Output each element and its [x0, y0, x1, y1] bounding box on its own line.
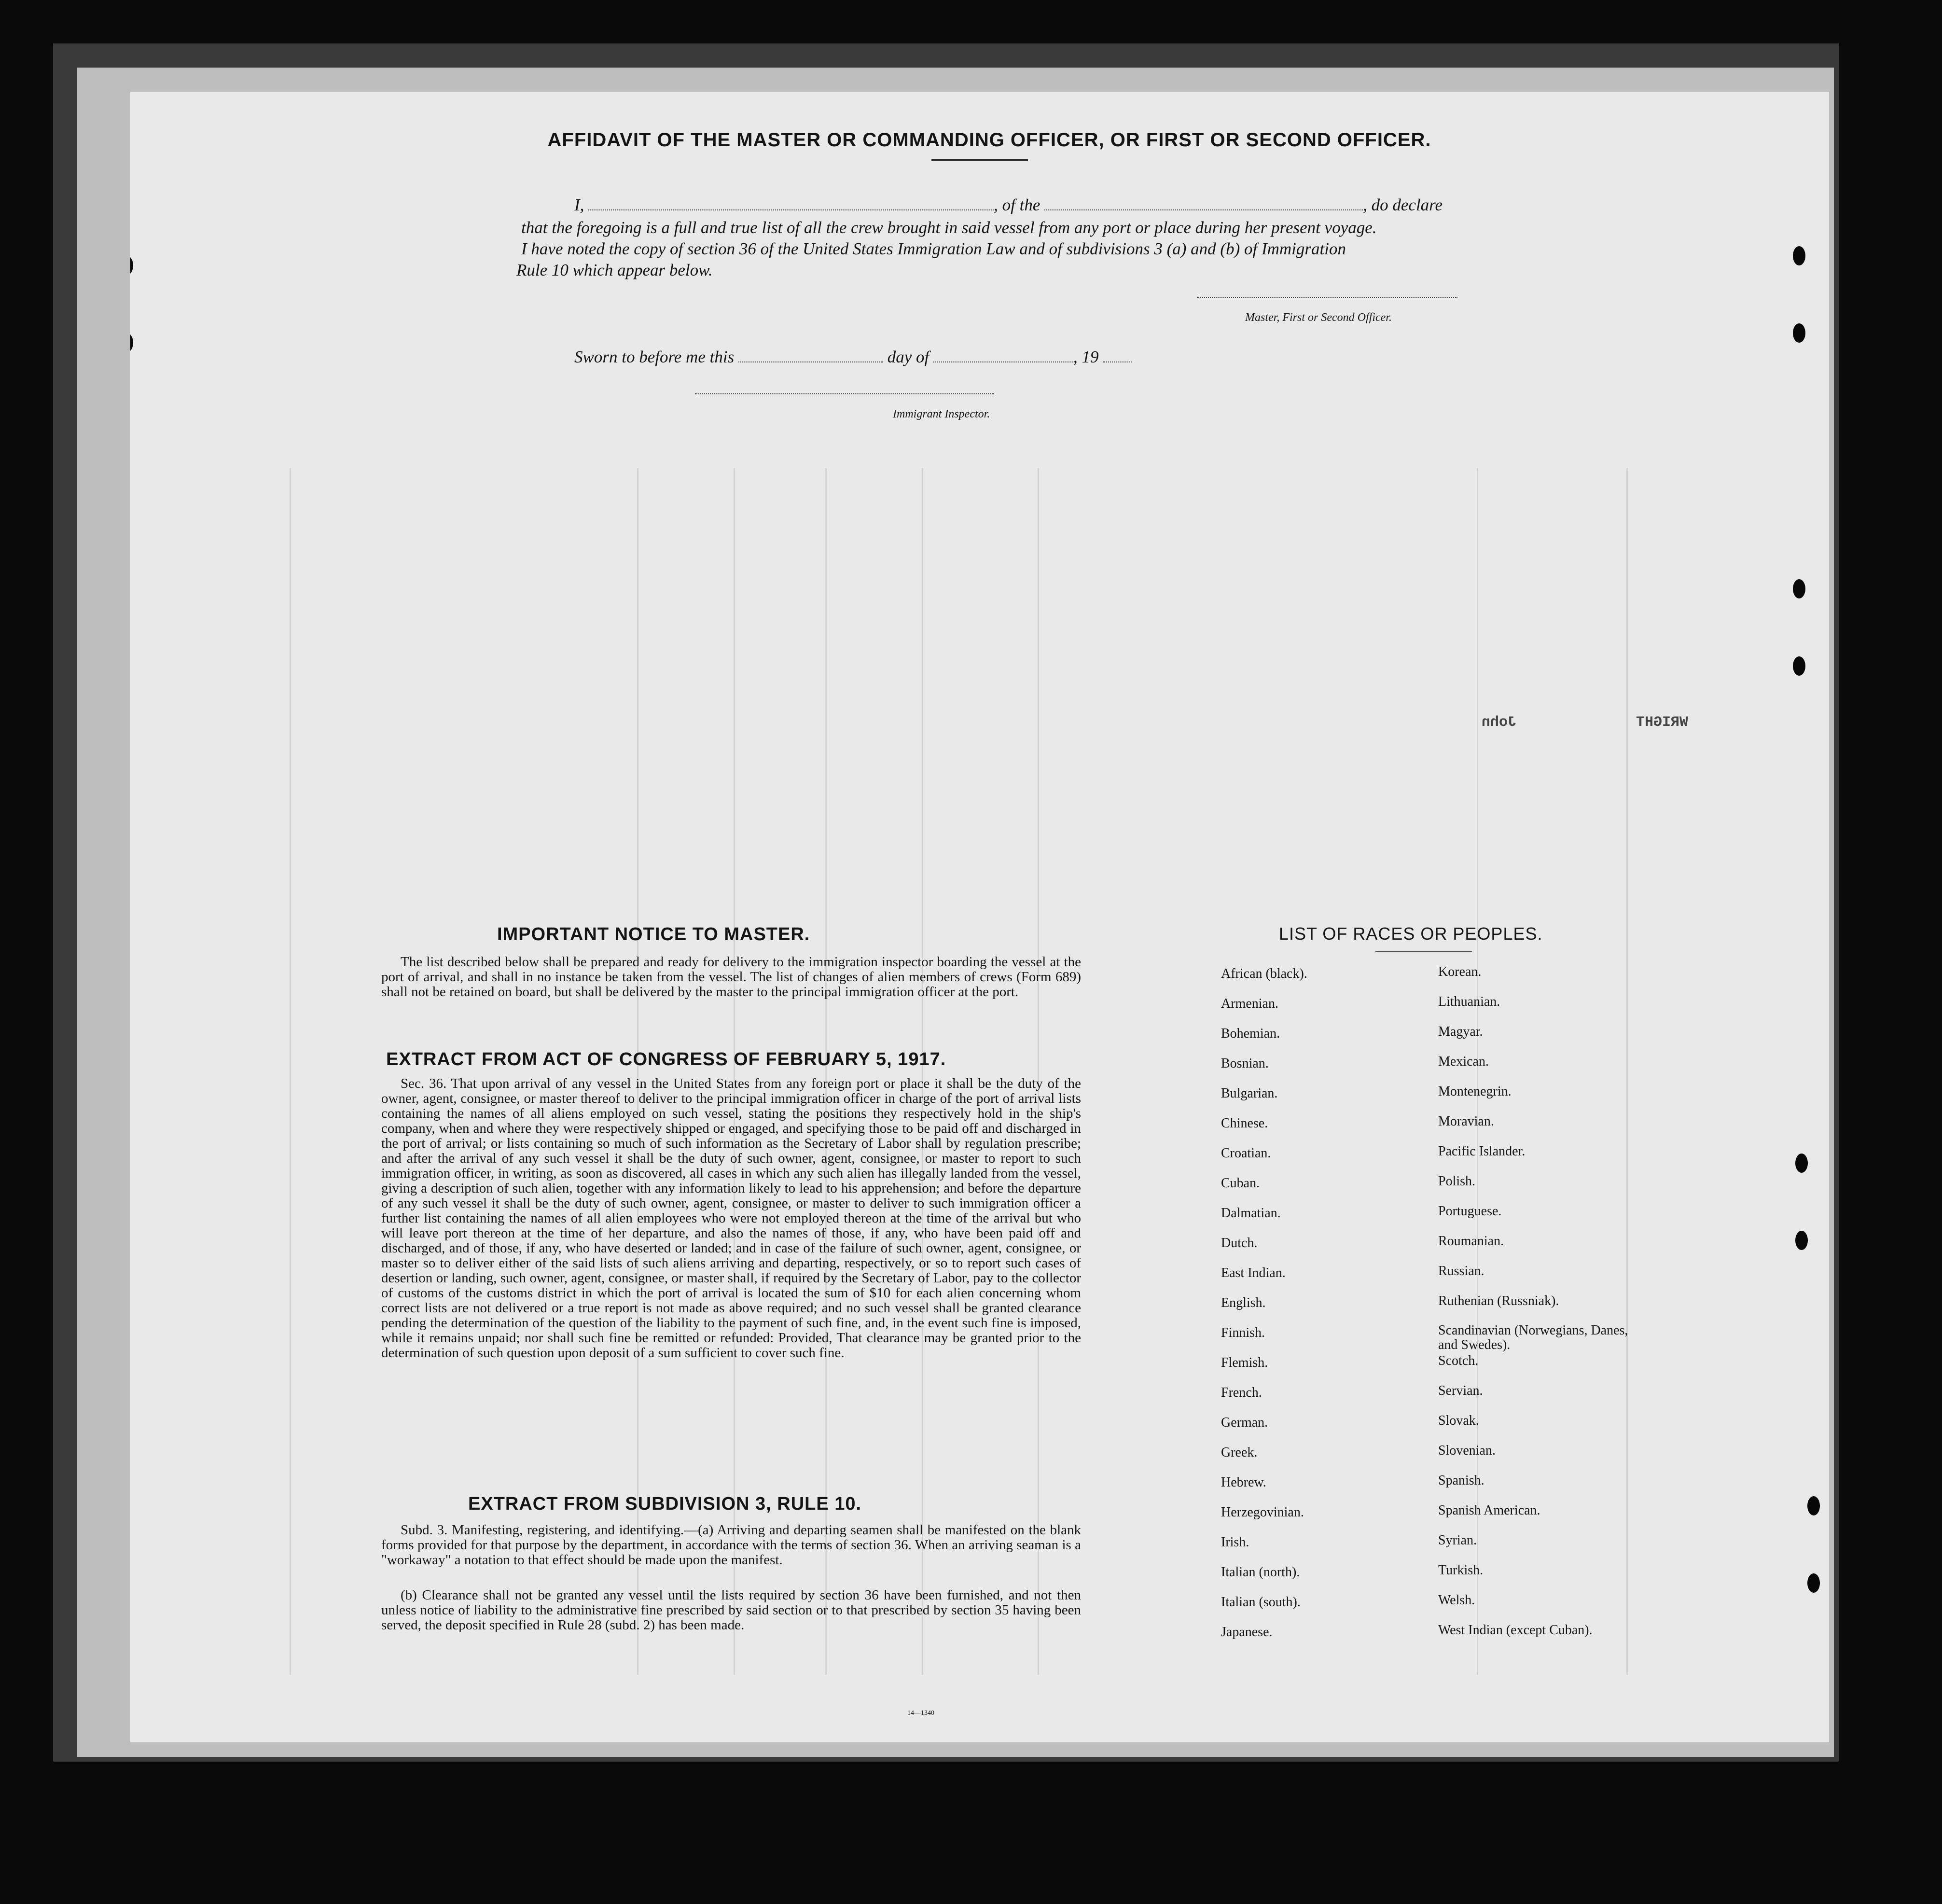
- race-item: Russian.: [1438, 1264, 1484, 1279]
- affidavit-text-line-4: Rule 10 which appear below.: [516, 261, 713, 279]
- act-extract-text: Sec. 36. That upon arrival of any vessel in the United States from any foreign port or place it shall be the duty of the owner, agent, consignee, or master thereof to deliver to the principal immigration officer in charge of the port of arrival lists containing the names of all aliens employed on such vessel, stating the positions they respectively hold in the ship's company, when and where they were respectively shipped or engaged, and specifying those to be paid off and discharged in the port of arrival; or lists containing so much of such information as the Secretary of Labor shall by regulation prescribe; and after the arrival of any such vessel it shall be the duty of such owner, agent, consignee, or master to report to such immigration officer, in writing, as soon as discovered, all cases in which any such alien has illegally landed from the vessel, giving a description of such alien, together with any information likely to lead to his apprehension; and before the departure of any such vessel it shall be the duty of such owner, agent, consignee, or master to deliver to such immigration officer a further list containing the names of all alien employees who were not employed thereon at the time of the arrival but who will leave port thereon at the time of her departure, and also the names of those, if any, who have been paid off and discharged, and of those, if any, who have deserted or landed; and in case of the failure of such owner, agent, consignee, or master so to deliver either of the said lists of such aliens arriving and departing, respectively, or so to report such cases of desertion or landing, such owner, agent, consignee, or master shall, if required by the Secretary of Labor, pay to the collector of customs of the customs district in which the port of arrival is located the sum of $10 for each alien concerning whom correct lists are not delivered or a true report is not made as above required; and no such vessel shall be granted clearance pending the determination of the question of the liability to the payment of such fine, and, in the event such fine is imposed, while it remains unpaid; nor shall such fine be remitted or refunded: Provided, That clearance may be granted prior to the determination of such question upon deposit of a sum sufficient to cover such fine.: [381, 1076, 1081, 1361]
- races-column-1: [1221, 966, 1424, 1654]
- sworn-day-field[interactable]: [738, 361, 883, 362]
- race-item: French.: [1221, 1385, 1262, 1400]
- race-item: Armenian.: [1221, 996, 1278, 1011]
- race-item: Mexican.: [1438, 1054, 1489, 1069]
- rule-extract-text-a: Subd. 3. Manifesting, registering, and identifying.—(a) Arriving and departing seamen shall be manifested on the blank forms provided for that purpose by the department, in accordance with the terms of section 36. When an arriving seaman is a "workaway" a notation to that effect should be made upon the manifest.: [381, 1522, 1081, 1568]
- race-item: Croatian.: [1221, 1146, 1271, 1161]
- race-item: Scotch.: [1438, 1353, 1479, 1368]
- affidavit-title-rule: [931, 159, 1028, 161]
- punch-hole: [1795, 1231, 1808, 1250]
- affidavit-text-line-3: I have noted the copy of section 36 of the United States Immigration Law and of subdivisions 3 (a) and (b) of Immigration: [521, 239, 1346, 258]
- race-item: Dutch.: [1221, 1236, 1258, 1251]
- officer-name-field[interactable]: [588, 209, 994, 210]
- race-item: Syrian.: [1438, 1533, 1477, 1548]
- race-item: Magyar.: [1438, 1024, 1483, 1039]
- race-item: Slovak.: [1438, 1413, 1479, 1428]
- race-item: Dalmatian.: [1221, 1206, 1281, 1221]
- sworn-year: , 19: [1073, 347, 1099, 366]
- race-item: Lithuanian.: [1438, 994, 1500, 1009]
- race-item: Scandinavian (Norwegians, Danes, and Swedes).: [1438, 1323, 1628, 1352]
- race-item: Italian (south).: [1221, 1595, 1301, 1610]
- race-item: Chinese.: [1221, 1116, 1268, 1131]
- race-item: Polish.: [1438, 1174, 1476, 1189]
- race-item: Finnish.: [1221, 1325, 1265, 1340]
- notice-text: The list described below shall be prepared and ready for delivery to the immigration inspector boarding the vessel at the port of arrival, and shall in no instance be taken from the vessel. The list of changes of alien members of crews (Form 689) shall not be retained on board, but shall be delivered by the master to the principal immigration officer at the port.: [381, 954, 1081, 1000]
- race-item: Irish.: [1221, 1535, 1249, 1550]
- race-item: Slovenian.: [1438, 1443, 1496, 1458]
- declaration-end: , do declare: [1363, 195, 1443, 214]
- race-item: English.: [1221, 1295, 1266, 1310]
- punch-hole: [1807, 1496, 1820, 1515]
- sworn-month-field[interactable]: [933, 361, 1073, 362]
- sworn-lead: Sworn to before me this: [574, 347, 735, 366]
- race-item: Portuguese.: [1438, 1204, 1502, 1219]
- ghost-column-rule: [922, 468, 923, 1675]
- race-item: German.: [1221, 1415, 1268, 1430]
- race-item: Bulgarian.: [1221, 1086, 1278, 1101]
- sworn-year-field[interactable]: [1103, 361, 1132, 362]
- officer-signature-caption: Master, First or Second Officer.: [1245, 311, 1392, 324]
- sworn-line: [574, 347, 1132, 367]
- races-list-rule: [1375, 951, 1472, 952]
- ghost-column-rule: [290, 468, 291, 1675]
- race-item: Bohemian.: [1221, 1026, 1280, 1041]
- race-item: West Indian (except Cuban).: [1438, 1623, 1593, 1638]
- punch-hole: [1795, 1154, 1808, 1173]
- inspector-signature-line[interactable]: [695, 393, 994, 394]
- race-item: Flemish.: [1221, 1355, 1268, 1370]
- races-list-heading: LIST OF RACES OR PEOPLES.: [1279, 924, 1543, 944]
- race-item: Spanish.: [1438, 1473, 1484, 1488]
- race-item: Welsh.: [1438, 1593, 1475, 1608]
- punch-hole: [130, 256, 133, 275]
- race-item: Cuban.: [1221, 1176, 1260, 1191]
- punch-hole: [1807, 1573, 1820, 1593]
- punch-hole: [1793, 579, 1805, 598]
- race-item: Ruthenian (Russniak).: [1438, 1293, 1559, 1308]
- punch-hole: [1793, 323, 1805, 343]
- race-item: Italian (north).: [1221, 1565, 1300, 1580]
- race-item: East Indian.: [1221, 1265, 1286, 1280]
- act-extract-heading: EXTRACT FROM ACT OF CONGRESS OF FEBRUARY 5, 1917.: [386, 1049, 946, 1070]
- race-item: Korean.: [1438, 964, 1482, 979]
- race-item: Greek.: [1221, 1445, 1258, 1460]
- race-item: Moravian.: [1438, 1114, 1494, 1129]
- notice-heading: IMPORTANT NOTICE TO MASTER.: [497, 924, 810, 945]
- race-item: Hebrew.: [1221, 1475, 1266, 1490]
- bleed-through-last-name: WRIGHT: [1636, 714, 1689, 731]
- punch-hole: [130, 333, 133, 352]
- form-number: 14—1340: [907, 1709, 934, 1717]
- ghost-column-rule: [1038, 468, 1039, 1675]
- races-column-2: [1438, 964, 1708, 1653]
- race-item: Servian.: [1438, 1383, 1483, 1398]
- bleed-through-first-name: John: [1482, 714, 1517, 731]
- race-item: Montenegrin.: [1438, 1084, 1512, 1099]
- race-item: Japanese.: [1221, 1625, 1273, 1640]
- inspector-signature-caption: Immigrant Inspector.: [893, 408, 990, 420]
- sworn-day-of: day of: [887, 347, 929, 366]
- declaration-mid: , of the: [994, 195, 1040, 214]
- punch-hole: [1793, 246, 1805, 265]
- race-item: Bosnian.: [1221, 1056, 1269, 1071]
- race-item: Turkish.: [1438, 1563, 1484, 1578]
- rule-extract-heading: EXTRACT FROM SUBDIVISION 3, RULE 10.: [468, 1494, 862, 1514]
- vessel-name-field[interactable]: [1044, 209, 1363, 210]
- punch-hole: [1793, 656, 1805, 676]
- race-item: Pacific Islander.: [1438, 1144, 1526, 1159]
- affidavit-text-line-2: that the foregoing is a full and true list of all the crew brought in said vessel from any port or place during her present voyage.: [521, 218, 1377, 237]
- race-item: Herzegovinian.: [1221, 1505, 1304, 1520]
- officer-signature-line[interactable]: [1197, 297, 1457, 298]
- declaration-lead: I,: [574, 195, 584, 214]
- rule-extract-text-b: (b) Clearance shall not be granted any vessel until the lists required by section 36 have been furnished, and not then unless notice of liability to the administrative fine prescribed by said section or to that prescribed by section 35 having been served, the deposit specified in Rule 28 (subd. 2) has been made.: [381, 1587, 1081, 1633]
- race-item: Spanish American.: [1438, 1503, 1540, 1518]
- document-page: [130, 92, 1829, 1742]
- race-item: African (black).: [1221, 966, 1307, 981]
- affidavit-declaration-line: [574, 195, 1443, 215]
- race-item: Roumanian.: [1438, 1234, 1504, 1249]
- affidavit-title: AFFIDAVIT OF THE MASTER OR COMMANDING OFFICER, OR FIRST OR SECOND OFFICER.: [547, 129, 1431, 151]
